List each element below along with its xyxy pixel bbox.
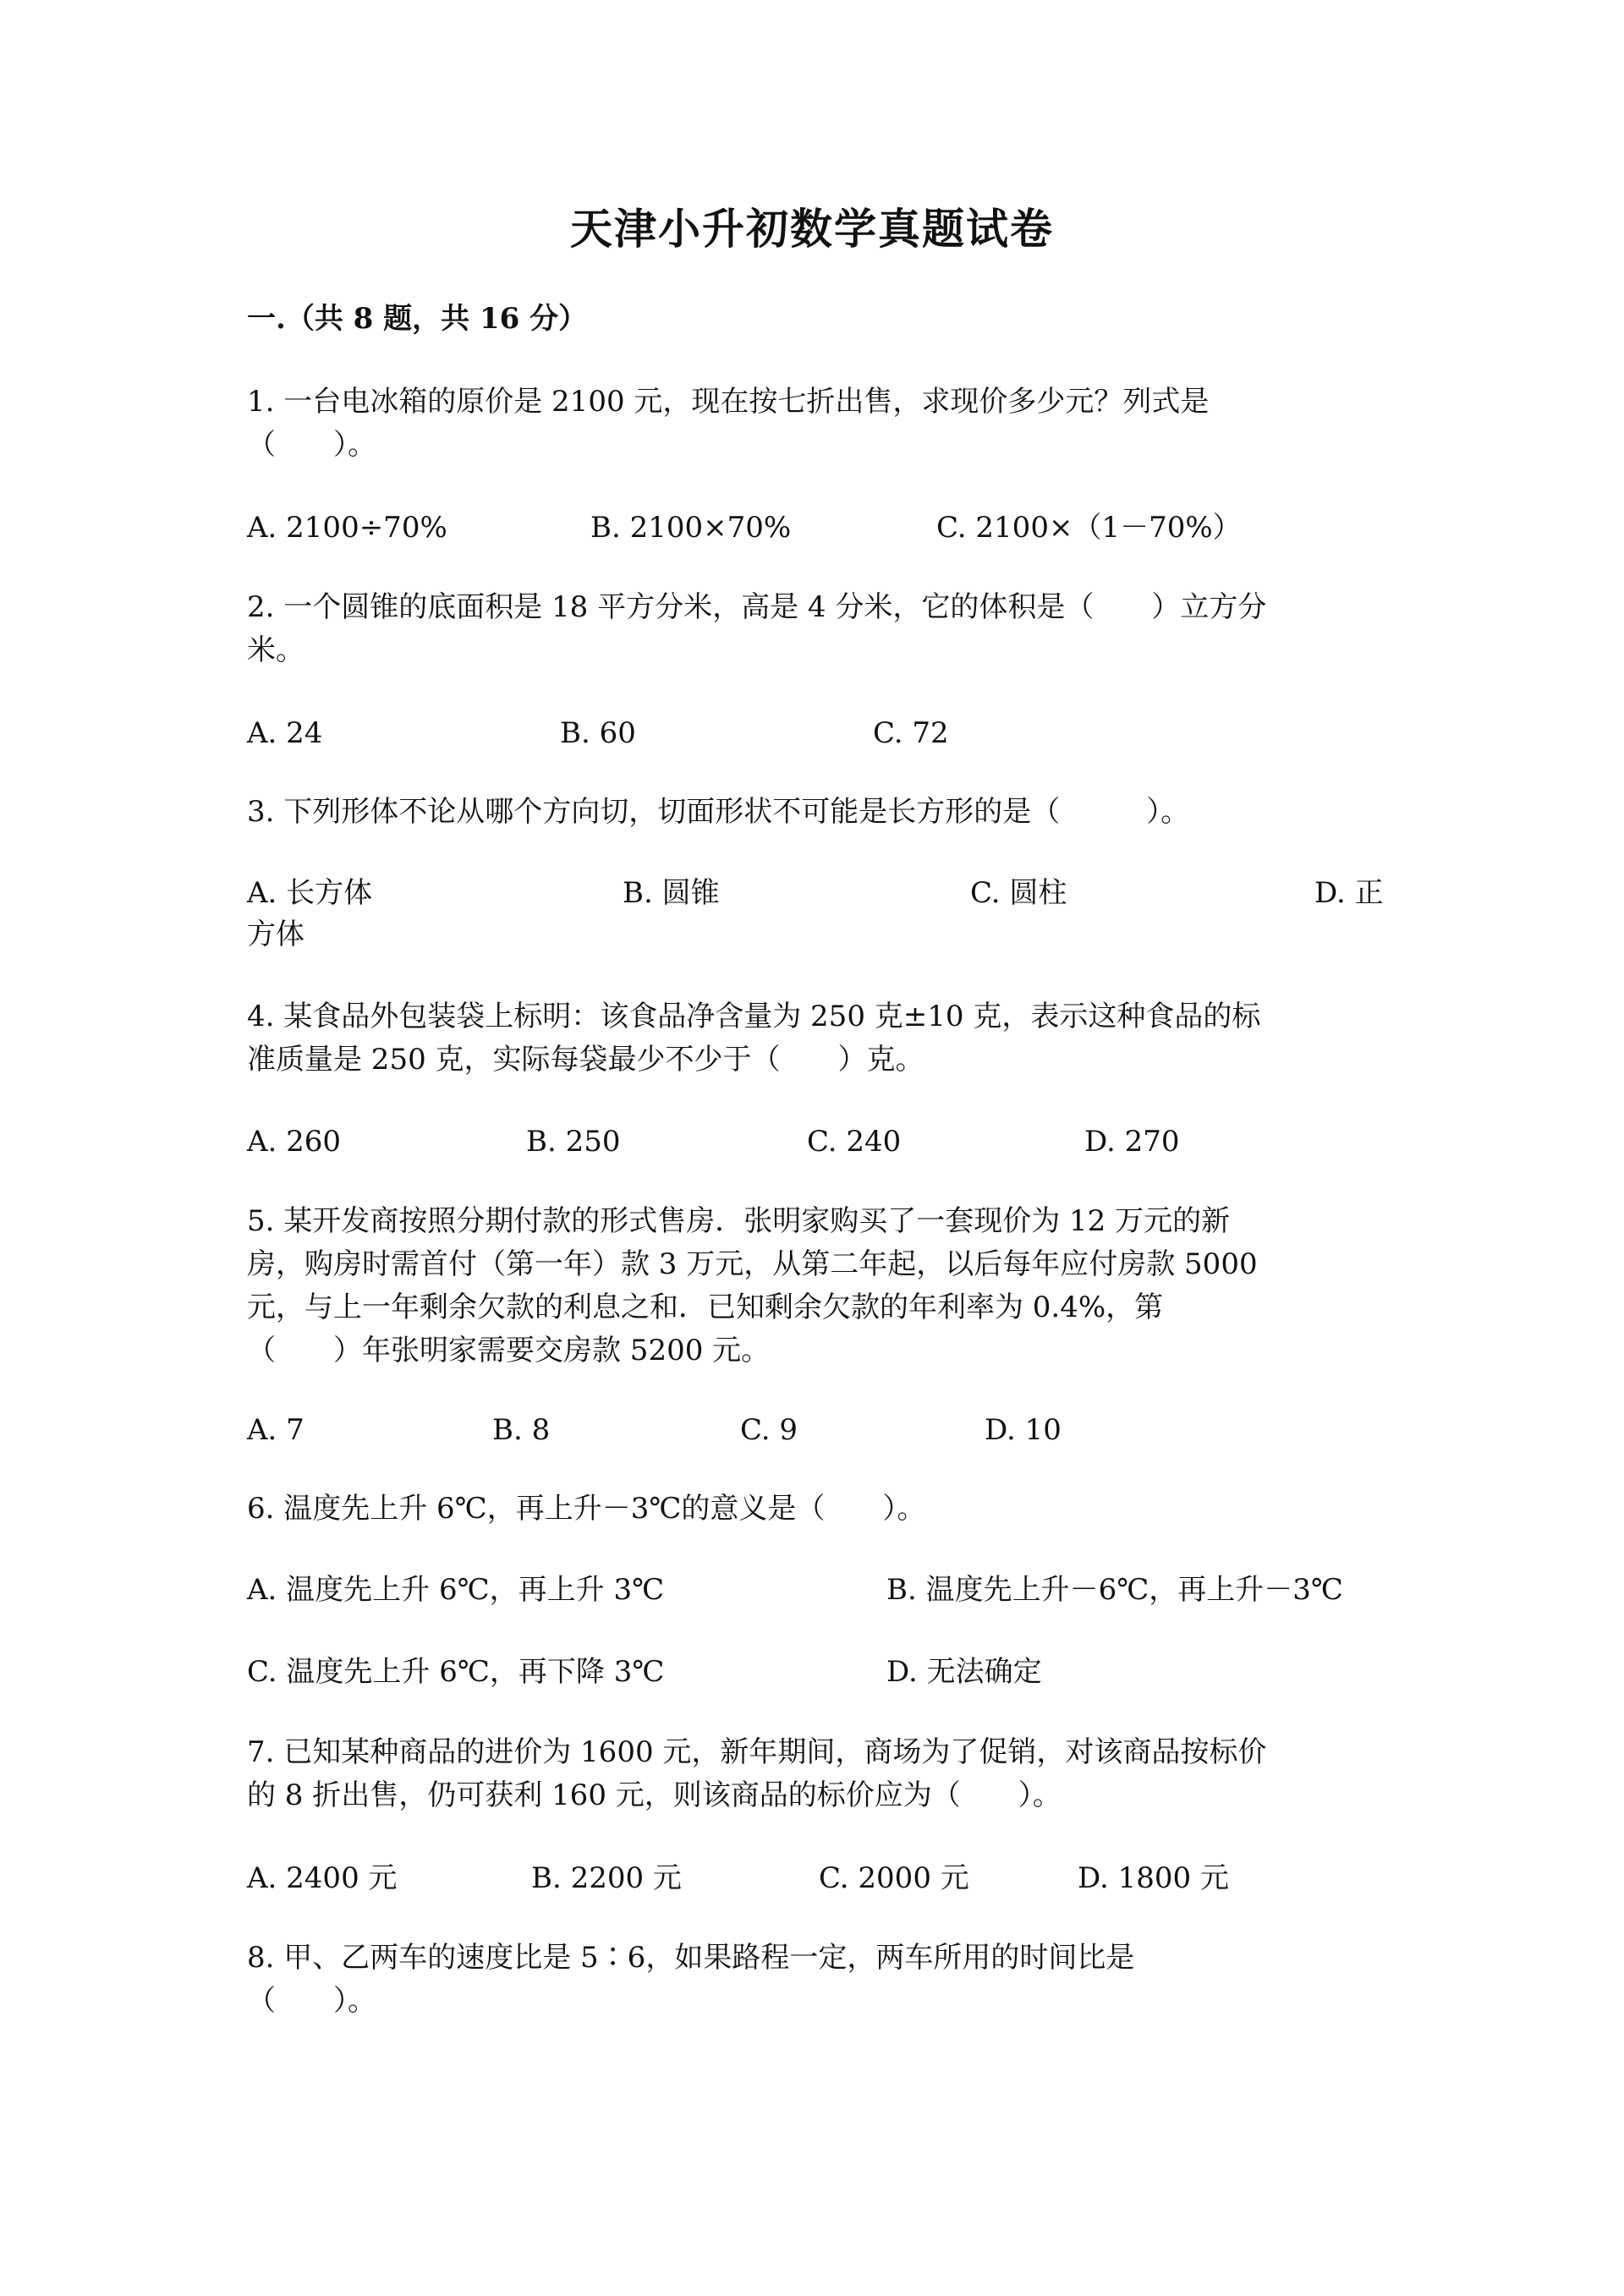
option-a: A. 24	[247, 716, 323, 750]
question-8	[247, 1937, 1385, 2023]
question-text: 准质量是 250 克，实际每袋最少不少于（ ）克。	[247, 1043, 924, 1077]
option-b: B. 60	[560, 716, 636, 750]
option-d: D. 1800 元	[1078, 1861, 1229, 1895]
option-a: A. 2100÷70%	[247, 511, 447, 545]
question-text: 4. 某食品外包装袋上标明：该食品净含量为 250 克±10 克，表示这种食品的标	[247, 1000, 1261, 1033]
option-a: A. 260	[247, 1125, 342, 1159]
option-c: C. 温度先上升 6℃，再下降 3℃	[247, 1655, 665, 1689]
question-text: 2. 一个圆锥的底面积是 18 平方分米，高是 4 分米，它的体积是（ ）立方分	[247, 590, 1267, 624]
option-c: C. 2000 元	[819, 1861, 969, 1895]
question-5	[247, 1200, 1385, 1373]
question-text: 元，与上一年剩余欠款的利息之和．已知剩余欠款的年利率为 0.4%，第	[247, 1290, 1164, 1324]
option-b: B. 圆锥	[623, 876, 720, 910]
option-b: B. 2200 元	[531, 1861, 682, 1895]
question-text: 的 8 折出售，仍可获利 160 元，则该商品的标价应为（ ）。	[247, 1778, 1062, 1812]
question-text: 5. 某开发商按照分期付款的形式售房．张明家购买了一套现价为 12 万元的新	[247, 1204, 1231, 1238]
option-c: C. 2100×（1－70%）	[936, 511, 1242, 545]
question-7	[247, 1731, 1385, 1817]
question-text: （ ）。	[247, 1984, 376, 2018]
option-a: A. 7	[247, 1413, 304, 1447]
option-c: C. 240	[807, 1125, 902, 1159]
question-text: （ ）。	[247, 428, 376, 462]
option-d-continued: 方体	[247, 918, 304, 951]
option-b: B. 250	[526, 1125, 621, 1159]
question-text: （ ）年张明家需要交房款 5200 元。	[247, 1334, 771, 1367]
option-b: B. 温度先上升－6℃，再上升－3℃	[886, 1573, 1343, 1607]
section-heading: 一.（共 8 题，共 16 分）	[247, 302, 588, 336]
question-3-options	[247, 872, 1385, 915]
question-2-options	[247, 712, 1385, 755]
question-1-options	[247, 507, 1385, 550]
question-text: 6. 温度先上升 6℃，再上升－3℃的意义是（ ）。	[247, 1492, 926, 1526]
option-a: A. 温度先上升 6℃，再上升 3℃	[247, 1573, 665, 1607]
question-text: 房，购房时需首付（第一年）款 3 万元，从第二年起，以后每年应付房款 5000	[247, 1247, 1258, 1281]
option-c: C. 9	[740, 1413, 798, 1447]
option-a: A. 长方体	[247, 876, 373, 910]
option-d: D. 10	[985, 1413, 1062, 1447]
question-text: 7. 已知某种商品的进价为 1600 元，新年期间，商场为了促销，对该商品按标价	[247, 1735, 1267, 1769]
question-2	[247, 586, 1385, 672]
question-text: 米。	[247, 633, 304, 667]
question-4-options	[247, 1121, 1385, 1164]
question-text: 1. 一台电冰箱的原价是 2100 元，现在按七折出售，求现价多少元？列式是	[247, 385, 1210, 419]
question-6-options-row-1	[247, 1569, 1385, 1612]
option-b: B. 2100×70%	[590, 511, 792, 545]
question-4	[247, 995, 1385, 1082]
question-7-options	[247, 1857, 1385, 1900]
option-a: A. 2400 元	[247, 1861, 398, 1895]
option-b: B. 8	[492, 1413, 551, 1447]
question-text: 3. 下列形体不论从哪个方向切，切面形状不可能是长方形的是（ ）。	[247, 795, 1190, 829]
question-3	[247, 791, 1385, 834]
page-title: 天津小升初数学真题试卷	[570, 204, 1054, 254]
question-6	[247, 1488, 1385, 1531]
option-c: C. 圆柱	[970, 876, 1067, 910]
question-5-options	[247, 1409, 1385, 1452]
option-d: D. 270	[1084, 1125, 1180, 1159]
option-c: C. 72	[873, 716, 949, 750]
question-1	[247, 381, 1385, 467]
option-d: D. 无法确定	[886, 1655, 1042, 1689]
option-d: D. 正	[1314, 876, 1384, 910]
question-6-options-row-2	[247, 1651, 1385, 1694]
question-text: 8. 甲、乙两车的速度比是 5∶6，如果路程一定，两车所用的时间比是	[247, 1941, 1135, 1975]
